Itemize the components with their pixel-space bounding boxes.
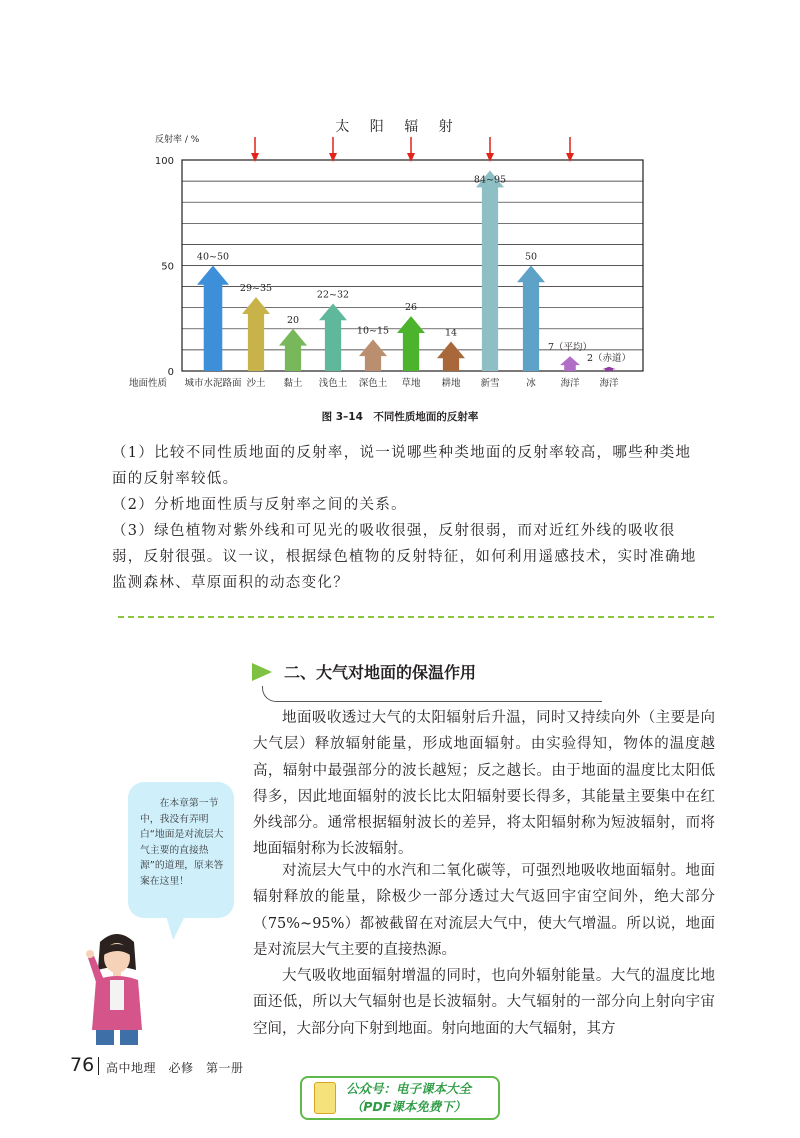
chart-title: 太 阳 辐 射 [335, 119, 461, 135]
category-label: 黏土 [283, 378, 303, 389]
question-2: （2）分析地面性质与反射率之间的关系。 [112, 497, 407, 513]
category-label: 海洋 [599, 378, 619, 389]
figure-caption: 图 3–14 不同性质地面的反射率 [321, 411, 479, 423]
speech-bubble: 在本章第一节中，我没有弄明白“地面是对流层大气主要的直接热源”的道理，原来答案在这里！ [128, 782, 234, 918]
y-tick-label: 100 [154, 156, 174, 167]
category-label: 深色土 [358, 378, 388, 389]
y-tick-label: 0 [167, 367, 174, 378]
section-divider [118, 616, 714, 618]
category-label: 草地 [401, 378, 421, 389]
y-axis-label: 反射率 / % [155, 135, 200, 145]
body-paragraph-2: 对流层大气中的水汽和二氧化碳等，可强烈地吸收地面辐射。地面辐射释放的能量，除极少一部分透过大气返回宇宙空间外，绝大部分（75%~95%）都被截留在对流层大气中，使大气增温。所以说，地面是对流层大气主要的直接热源。 [253, 863, 715, 958]
book-icon [314, 1082, 336, 1114]
category-label: 沙土 [246, 378, 266, 389]
category-label: 冰 [526, 378, 536, 389]
watermark-text [346, 1080, 471, 1116]
bar-value-label: 50 [524, 251, 538, 263]
bar-value-label: 29~35 [239, 283, 273, 295]
section-title: 二、大气对地面的保温作用 [284, 663, 477, 682]
section-heading [252, 660, 476, 683]
bar-value-label: 10~15 [356, 325, 390, 337]
reflectance-chart [0, 0, 800, 400]
bar-value-label: 20 [286, 314, 300, 326]
bar-value-label: 40~50 [196, 251, 230, 263]
section-underline [262, 686, 602, 702]
question-1: （1）比较不同性质地面的反射率，说一说哪些种类地面的反射率较高，哪些种类地面的反射率较低。 [112, 445, 692, 487]
footer-separator [98, 1057, 99, 1075]
bar-value-label: 22~32 [316, 289, 350, 301]
speech-bubble-tail [165, 912, 187, 940]
section-arrow-icon [252, 663, 272, 681]
bar-value-label: 14 [444, 327, 458, 339]
y-tick-label: 50 [161, 261, 174, 273]
bar-value-label: 26 [404, 302, 418, 314]
question-3: （3）绿色植物对紫外线和可见光的吸收很强，反射很弱，而对近红外线的吸收很弱，反射很强。议一议，根据绿色植物的反射特征，如何利用遥感技术，实时准确地监测森林、草原面积的动态变化？ [112, 523, 697, 591]
category-label: 耕地 [441, 378, 461, 389]
bar-value-label: 84~95 [473, 174, 507, 186]
watermark-badge [300, 1076, 500, 1120]
body-paragraph-3: 大气吸收地面辐射增温的同时，也向外辐射能量。大气的温度比地面还低，所以大气辐射也是长波辐射。大气辐射的一部分向上射向宇宙空间，大部分向下射到地面。射向地面的大气辐射，其方 [253, 968, 715, 1037]
body-paragraph-1: 地面吸收透过大气的太阳辐射后升温，同时又持续向外（主要是向大气层）释放辐射能量，形成地面辐射。由实验得知，物体的温度越高，辐射中最强部分的波长越短；反之越长。由于地面的温度比太阳低得多，因此地面辐射的波长比太阳辐射要长得多，其能量主要集中在红外线部分。通常根据辐射波长的差异，将太阳辐射称为短波辐射，而将地面辐射称为长波辐射。 [253, 710, 715, 858]
bar-value-label: 7（平均） [547, 342, 593, 354]
bar-value-label: 2（赤道） [586, 352, 632, 364]
x-axis-label: 地面性质 [128, 378, 168, 389]
category-label: 海洋 [560, 378, 580, 389]
page-number: 76 [70, 1054, 95, 1076]
book-title: 高中地理 必修 第一册 [106, 1061, 244, 1075]
category-label: 浅色土 [318, 378, 348, 389]
category-label: 城市水泥路面 [184, 378, 242, 389]
watermark-line-2: （PDF课本免费下） [350, 1099, 467, 1114]
category-label: 新雪 [480, 378, 500, 389]
student-illustration [82, 930, 152, 1045]
watermark-line-1: 公众号：电子课本大全 [346, 1081, 472, 1096]
